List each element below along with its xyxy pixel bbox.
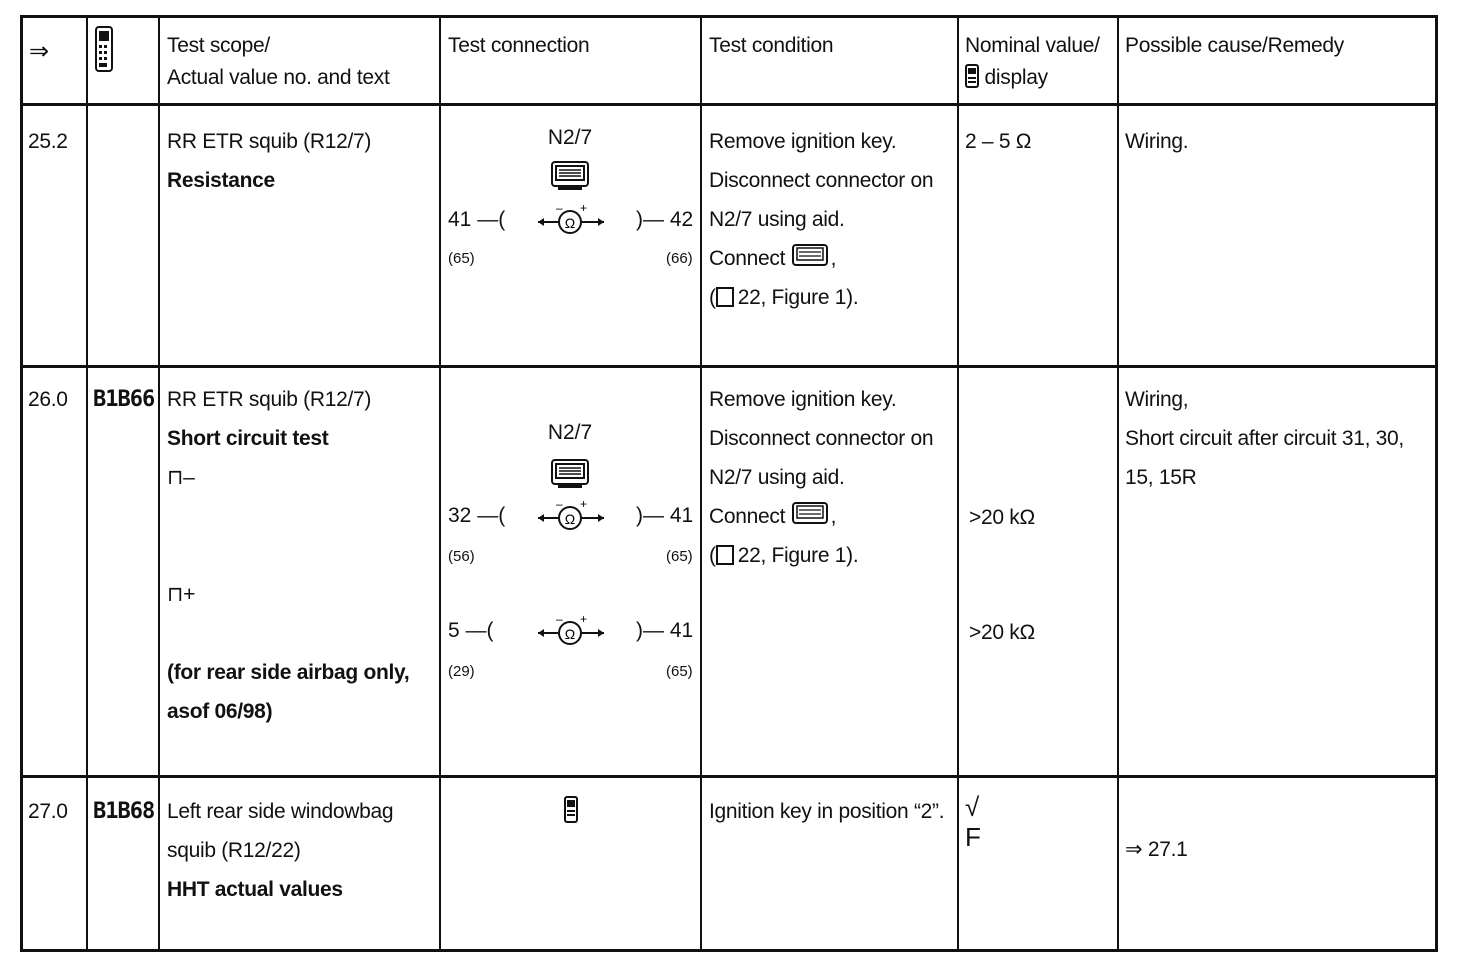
ohm-meter-icon [536,201,608,238]
meter-label: N2/7 [547,421,593,444]
row-scope [167,792,393,909]
scope-bold-line: Short circuit test [167,427,329,450]
svg-text:–: – [556,612,563,626]
hht-small-icon [965,64,979,88]
header-nominal [965,30,1100,94]
row-nominal: >20 kΩ [969,621,1035,644]
svg-text:+: + [580,497,588,511]
scope-note-line: (for rear side airbag only, [167,661,410,684]
condition-ref-text: 22, Figure 1). [737,286,859,309]
condition-comma: , [830,505,837,528]
condition-ref-line: ( 22, Figure 1). [709,544,859,567]
nominal-fault: F [965,822,981,852]
meter-label: N2/7 [547,126,593,149]
header-nominal-line2-wrap [965,62,1100,94]
row-condition: Ignition key in position “2”. [709,800,945,823]
scope-minus-symbol: ⊓– [167,466,195,489]
svg-text:–: – [556,201,563,215]
scope-line: squib (R12/22) [167,839,301,862]
pin-right-sub: (65) [666,548,693,565]
test-table [20,15,1438,952]
svg-text:+: + [580,201,588,215]
row-divider [23,103,1435,106]
header-test-scope [167,30,390,94]
condition-line: Disconnect connector on [709,169,934,192]
multimeter-small-icon [791,501,831,527]
header-scope-line1: Test scope/ [167,34,270,57]
scope-note [167,653,409,731]
condition-ref-line: ( 22, Figure 1). [709,286,859,309]
svg-text:Ω: Ω [564,511,576,527]
svg-text:Ω: Ω [564,215,576,231]
header-nominal-line2: display [984,66,1048,89]
hht-icon [93,26,117,74]
row-step: 26.0 [28,388,68,411]
condition-comma: , [830,247,837,270]
row-cause [1125,380,1404,497]
ohm-meter-icon [536,612,608,649]
column-divider [957,18,959,949]
row-cause: ⇒ 27.1 [1125,838,1188,861]
multimeter-icon [550,160,592,192]
manual-reference-icon [716,287,734,307]
header-scope-line2: Actual value no. and text [167,66,390,89]
row-nominal [965,792,981,852]
row-condition [709,122,933,317]
column-divider [700,18,702,949]
cause-line: 15, 15R [1125,466,1197,489]
pin-left: 5 —( [448,619,494,642]
row-cause: Wiring. [1125,130,1189,153]
pin-left-number: 41 [448,208,472,231]
svg-text:–: – [556,497,563,511]
hht-icon [563,796,579,824]
column-divider [158,18,160,949]
nominal-check: √ [965,792,979,822]
header-test-connection: Test connection [448,34,590,57]
cause-line: Wiring, [1125,388,1189,411]
row-step: 27.0 [28,800,68,823]
condition-line: Disconnect connector on [709,427,934,450]
fault-code: B1B68 [93,799,155,824]
pin-right-number: 41 [669,619,694,642]
scope-line: Left rear side windowbag [167,800,394,823]
condition-connect-line [709,239,933,278]
pin-left-sub: (56) [448,548,475,565]
row-divider [23,365,1435,368]
manual-reference-icon [716,545,734,565]
row-condition [709,380,933,575]
pin-right-sub: (65) [666,663,693,680]
header-nominal-line1: Nominal value/ [965,34,1100,57]
scope-bold-line: Resistance [167,169,275,192]
row-nominal: 2 – 5 Ω [965,130,1032,153]
svg-text:+: + [580,612,588,626]
column-divider [86,18,88,949]
scope-plus-symbol: ⊓+ [167,583,196,606]
pin-right-number: 41 [669,504,694,527]
pin-left: 41 —( [448,208,506,231]
multimeter-small-icon [791,243,831,269]
scope-line: RR ETR squib (R12/7) [167,388,372,411]
header-arrow: ⇒ [29,38,49,65]
pin-right-number: 42 [669,208,694,231]
scope-note-line: asof 06/98) [167,700,273,723]
row-step: 25.2 [28,130,68,153]
header-test-condition: Test condition [709,34,834,57]
row-scope [167,122,371,200]
condition-connect-text: Connect [709,505,786,528]
column-divider [439,18,441,949]
cause-line: Short circuit after circuit 31, 30, [1125,427,1404,450]
condition-line: Remove ignition key. [709,388,897,411]
condition-line: Remove ignition key. [709,130,897,153]
scope-bold-line: HHT actual values [167,878,343,901]
pin-right: )— 41 [636,504,694,527]
svg-text:Ω: Ω [564,626,576,642]
pin-left-number: 32 [448,504,472,527]
condition-line: N2/7 using aid. [709,208,845,231]
pin-right: )— 41 [636,619,694,642]
ohm-meter-icon [536,497,608,534]
multimeter-icon [550,458,592,490]
row-scope [167,380,371,497]
condition-ref-text: 22, Figure 1). [737,544,859,567]
column-divider [1117,18,1119,949]
condition-connect-line [709,497,933,536]
pin-right: )— 42 [636,208,694,231]
pin-right-sub: (66) [666,250,693,267]
condition-line: N2/7 using aid. [709,466,845,489]
header-cause: Possible cause/Remedy [1125,34,1344,57]
scope-line: RR ETR squib (R12/7) [167,130,372,153]
condition-connect-text: Connect [709,247,786,270]
pin-left-number: 5 [448,619,460,642]
pin-left: 32 —( [448,504,506,527]
pin-left-sub: (29) [448,663,475,680]
row-nominal: >20 kΩ [969,506,1035,529]
pin-left-sub: (65) [448,250,475,267]
row-divider [23,775,1435,778]
fault-code: B1B66 [93,387,155,412]
